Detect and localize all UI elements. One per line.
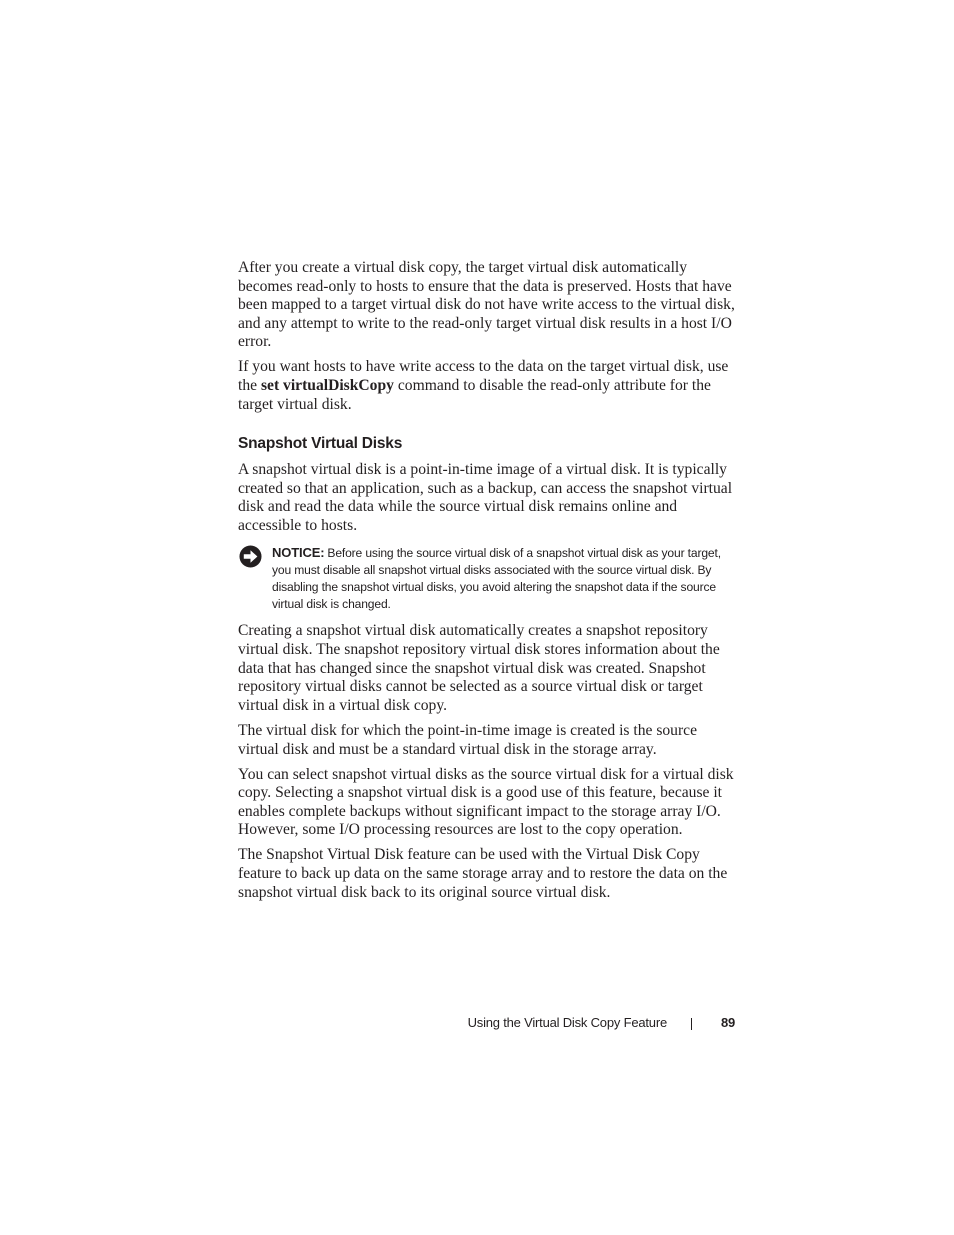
command-set-virtualdiskcopy: set virtualDiskCopy [260, 377, 394, 395]
notice-arrow-icon [239, 545, 262, 568]
paragraph-backup-restore: The Snapshot Virtual Disk feature can be used with the Virtual Disk Copy feature to back up data on the same storage array and to restore the data on the snapshot virtual disk back to its original source virtual disk. [238, 846, 728, 901]
paragraph-write-access-lead: If you want hosts to have write access to the data on the target virtual disk, use the [238, 358, 729, 395]
notice-text: Before using the source virtual disk of a snapshot virtual disk as your target, you must disable all snapshot virtual disks associated with the source virtual disk. By disabling the snapshot virtual disks, you avoid altering the snapshot data if the source virtual disk is changed. [272, 545, 721, 612]
paragraph-snapshot-repository: Creating a snapshot virtual disk automatically creates a snapshot repository virtual disk. The snapshot repository virtual disk stores information about the data that has changed since the snapshot virtual disk was created. Snapshot repository virtual disks cannot be selected as a source virtual disk or target virtual disk in a virtual disk copy. [238, 622, 720, 714]
footer-separator [691, 1018, 692, 1030]
paragraph-snapshot-definition: A snapshot virtual disk is a point-in-time image of a virtual disk. It is typically created so that an application, such as a backup, can access the snapshot virtual disk and read the data while the source virtual disk remains online and accessible to hosts. [238, 461, 733, 535]
paragraph-write-access-tail: command to disable the read-only attribute for the target virtual disk. [238, 377, 711, 413]
page-body [238, 259, 738, 909]
notice-label: NOTICE: [272, 544, 325, 560]
paragraph-write-access [238, 358, 738, 414]
paragraph-snapshot-as-source: You can select snapshot virtual disks as the source virtual disk for a virtual disk copy. Selecting a snapshot virtual disk is a good use of this feature, because it enables complete backups without significant impact to the storage array I/O. However, some I/O processing resources are lost to the copy operation. [238, 765, 734, 839]
section-heading-snapshot-virtual-disks: Snapshot Virtual Disks [238, 435, 403, 453]
paragraph-source-virtual-disk: The virtual disk for which the point-in-time image is created is the source virtual disk and must be a standard virtual disk in the storage array. [238, 721, 698, 758]
paragraph-read-only-target: After you create a virtual disk copy, the target virtual disk automatically becomes read-only to hosts to ensure that the data is preserved. Hosts that have been mapped to a target virtual disk do not have write access to the virtual disk, and any attempt to write to the read-only target virtual disk results in a host I/O error. [238, 259, 735, 351]
notice-box [238, 544, 738, 614]
footer-chapter-title: Using the Virtual Disk Copy Feature [467, 1015, 667, 1030]
footer-page-number: 89 [720, 1015, 735, 1030]
